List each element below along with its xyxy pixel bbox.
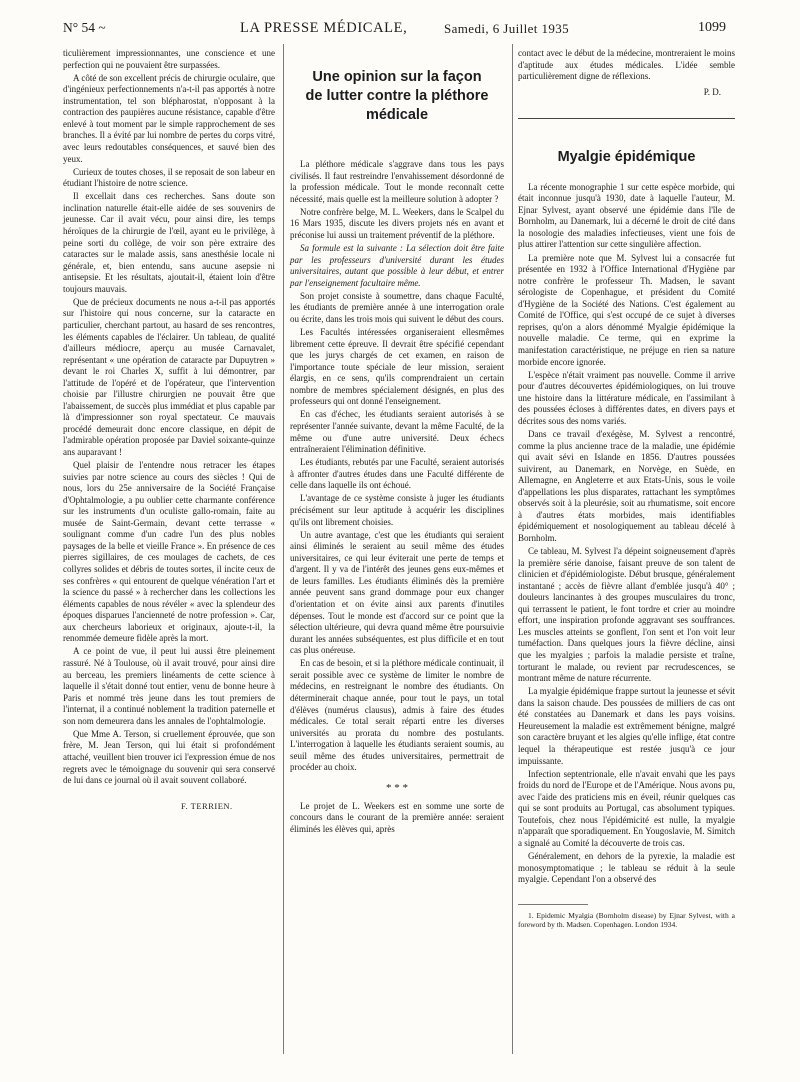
paragraph: Il excellait dans ces recherches. Sans doute son inclination naturelle était-elle aidée de ses souvenirs de jeunesse. Car il avait vécu, pour ainsi dire, les temps héroïques de la chirurgie de l'œil, ayant eu le privilège, à peine sorti du collège, de voir son père extraire des cataractes sur le malade assis, sans anesthésie locale ni générale, et, bien entendu, sans aucune asepsie ni antisepsie. Et les résultats, ajoutait-il, étaient loin d'être toujours mauvais. <box>63 191 275 294</box>
paragraph: Que Mme A. Terson, si cruellement éprouvée, que son frère, M. Jean Terson, qui lui était si profondément attaché, veuillent bien trouver ici l'expression émue de nos regrets avec le témoignage du souvenir qui sera conservé de lui dans ce journal où il avait souvent collaboré. <box>63 728 275 786</box>
issue-date: Samedi, 6 Juillet 1935 <box>444 21 570 36</box>
section-stars: * * * <box>386 781 408 794</box>
paragraph: Notre confrère belge, M. L. Weekers, dans le Scalpel du 16 Mars 1935, discute les divers projets nés en avant et préconise lui aussi un traitement préventif de la pléthore. <box>290 206 504 240</box>
paragraph: Généralement, en dehors de la pyrexie, la maladie est monosymptomatique ; le tableau se réduit à la seule myalgie. Cependant l'on a observé des <box>518 851 735 885</box>
footnote: 1. Epidemic Myalgia (Bornholm disease) by Ejnar Sylvest, with a foreword by th. Madsen. Copenhagen. London 1934. <box>518 910 735 930</box>
paragraph: ticulièrement impressionnantes, une conscience et une perfection qui ne pouvaient être surpassées. <box>63 48 275 70</box>
paragraph: La pléthore médicale s'aggrave dans tous les pays civilisés. Il faut restreindre l'envahissement désordonné de la profession médicale. Tout le monde reconnaît cette nécessité, mais quelle est la meilleure solution à adopter ? <box>290 159 504 204</box>
paragraph: L'espèce n'était vraiment pas nouvelle. Comme il arrive pour d'autres découvertes épidémiologiques, on lui trouve une histoire dans la littérature médicale, en l'assimilant à des poussées écloses à différentes dates, en divers pays et décrites sous des noms variés. <box>518 369 735 426</box>
paragraph: Les étudiants, rebutés par une Faculté, seraient autorisés à affronter d'autres études dans une Faculté différente de celle dans laquelle ils ont échoué. <box>290 457 504 491</box>
paragraph: Que de précieux documents ne nous a-t-il pas apportés sur l'histoire qui nous concerne, sur la cataracte en particulier, cherchant partout, au hasard de ses rencontres, les éléments capables de l'éclairer. Un tableau, de qualité d'ailleurs médiocre, aperçu au musée Carnavalet, représentant « une opération de cataracte par Dupuytren » devant le roi Charles X, suffit à lui démontrer, par l'attitude de l'opéré et de l'opérateur, que l'intervention choisie par l'illustre chirurgien ne pouvait être que l'abaissement, de succès plus immédiat et plus capable par là d'impressionner son royal spectateur. Ce mauvais procédé demeurait donc encore classique, en dépit de l'admirable opération proposée par Daviel soixante-quinze ans auparavant ! <box>63 296 275 457</box>
paragraph: Le projet de L. Weekers est en somme une sorte de concours dans le courant de la première année: seraient éliminés les élèves qui, après <box>290 800 504 834</box>
footnote-divider <box>518 904 588 905</box>
paragraph: Infection septentrionale, elle n'avait envahi que les pays froids du nord de l'Europe et de l'Amérique. Nous avons pu, avec l'aide des praticiens mis en éveil, réunir quelques cas qui se sont produits au Portugal, cas absolument typiques. Toutefois, chez nous l'épidémicité est nulle, la myalgie n'apparaît que sporadiquement. En Yougoslavie, M. Simitch a signalé au Comité la découverte de trois cas. <box>518 768 735 848</box>
heading-line: médicale <box>365 107 429 123</box>
paragraph: Son projet consiste à soumettre, dans chaque Faculté, les étudiants de première année à une interrogation orale ou écrite, dans les trois mois qui suivent le début des cours. <box>290 290 504 324</box>
paragraph: L'avantage de ce système consiste à juger les étudiants précisément sur leur aptitude à acquérir les disciplines qu'ils ont librement choisies. <box>290 493 504 527</box>
column-2 <box>290 46 504 837</box>
paragraph: En cas de besoin, et si la pléthore médicale continuait, il serait possible avec ce système de limiter le nombre de médecins, en restreignant le nombre des étudiants. On déterminerait chaque année, pour tout le pays, un total d'élèves (numérus clausus), admis à faire des études médicales. Ce total serait réparti entre les diverses universités au prorata du nombre des postulants. L'interrogation à laquelle les étudiants seraient soumis, au seuil même des études universitaires, permettrait de procéder au choix. <box>290 658 504 773</box>
paragraph: La récente monographie 1 sur cette espèce morbide, qui était inconnue jusqu'à 1930, date à laquelle l'auteur, M. Ejnar Sylvest, ayant observé une épidémie dans l'île de Bornholm, au Danemark, lui a décerné le droit de cité dans la nosologie des maladies infectieuses, vient une fois de plus attirer l'attention sur cette singulière affection. <box>518 181 735 250</box>
paragraph: Dans ce travail d'exégèse, M. Sylvest a rencontré, comme la plus ancienne trace de la maladie, une épidémie qui avait sévi en Islande en 1856. D'autres poussées suivirent, au Danemark, en Norvège, en Suède, en Allemagne, en Angleterre et aux Etats-Unis, sous le voile d'appellations les plus disparates, rattachant les symptômes observés soit à la pleurésie, soit au rhumatisme, soit encore à d'autres états morbides, mais identifiables épidémiquement et nosologiquement au tableau décelé à Bornholm. <box>518 429 735 543</box>
heading-line: Une opinion sur la façon <box>312 69 482 85</box>
section-divider <box>518 118 735 119</box>
heading-line: de lutter contre la pléthore <box>305 88 489 104</box>
journal-title: LA PRESSE MÉDICALE, <box>240 20 408 36</box>
paragraph: Curieux de toutes choses, il se reposait de son labeur en étudiant l'histoire de notre science. <box>63 166 275 189</box>
page-number: 1099 <box>698 20 726 35</box>
paragraph: Sa formule est la suivante : La sélection doit être faite par les professeurs d'université durant les études universitaires, autant que possible à leur début, et entrer par l'enseignement facultaire même. <box>290 243 504 288</box>
article-heading: Myalgie épidémique <box>557 149 696 166</box>
paragraph: A ce point de vue, il peut lui aussi être pleinement rassuré. Né à Toulouse, où il avait trouvé, pour ainsi dire au berceau, les premiers linéaments de cette science à laquelle il s'était donné tout entier, venu de bonne heure à Paris et nommé très jeune dans les tout premiers de l'internat, il a continué noblement la tradition paternelle et son nom demeurera dans les annales de l'ophtalmologie. <box>63 646 275 726</box>
column-1 <box>63 48 275 812</box>
paragraph: A côté de son excellent précis de chirurgie oculaire, que d'ingénieux perfectionnements n'a-t-il pas apportés à notre instrumentation, tel son blépharostat, n'opposant à la contraction des paupières aucune résistance, capable d'être enlevé à tout moment par le simple rapprochement de ses branches. Il a évité par lui nombre de pertes du corps vitré, avec leurs redoutables conséquences, et sauvé bien des yeux. <box>63 72 275 164</box>
issue-number: N° 54 ~ <box>63 20 106 35</box>
column-3 <box>518 48 735 931</box>
page-header <box>0 0 800 38</box>
article-signature: P. D. <box>703 86 721 97</box>
paragraph: La myalgie épidémique frappe surtout la jeunesse et sévit dans la saison chaude. Des poussées de milliers de cas ont été constatées au Danemark et dans les pays voisins. Heureusement la maladie est extrêmement bénigne, malgré son caractère bruyant et les algies qu'elle inflige, état contre lequel la thérapeutique est restée jusqu'à ce jour impuissante. <box>518 686 735 766</box>
article-heading <box>290 68 504 125</box>
article-signature: F. TERRIEN. <box>181 800 233 811</box>
paragraph: Quel plaisir de l'entendre nous retracer les étapes suivies par notre science au cours des siècles ! Qui de nous, lors du 25e anniversaire de la Société Française d'Ophtalmologie, a pu oublier cette charmante conférence sur les instruments d'un oculiste gallo-romain, faite au musée de Saint-Germain, devant cette terrasse « soulignant comme d'un cadre l'un des plus nobles paysages de la belle et vieille France ». En présence de ces pierres sigillaires, de ces moulages de cachets, de ces collyres solides et débris de toutes sortes, il incite ceux de ses confrères « qui entourent de quelque vénération l'art et la science du passé » à rechercher dans les collections les éléments capables de nous révéler « avec la splendeur des époques disparues l'ancienneté de notre profession ». Car, aux chercheurs laborieux et originaux, ajoute-t-il, la renommée demeure fidèle après la mort. <box>63 460 275 644</box>
paragraph: contact avec le début de la médecine, montreraient le moins d'aptitude aux études médicales. L'idée semble particulièrement digne de réflexions. <box>518 48 735 82</box>
paragraph: Ce tableau, M. Sylvest l'a dépeint soigneusement d'après la première série danoise, faisant preuve de son talent de clinicien et d'épidémiologiste. Début brusque, généralement instantané ; accès de fièvre allant d'emblée jusqu'à 40° ; douleurs lancinantes à des groupes musculaires du tronc, qui terrassent le patient, le font tordre et crier au moindre effort, une inspiration profonde aggravant ses souffrances. Les muscles atteints se gonflent, l'on sent et l'on voit leur tuméfaction. Dans quelques jours la fièvre décline, ainsi que les myalgies ; parfois la maladie persiste et traîne, torturant le malade, ou revient par recrudescences, se montrant même de nature récurrente. <box>518 546 735 684</box>
paragraph: Les Facultés intéressées organiseraient ellesmêmes librement cette épreuve. Il devrait être spécifié cependant que les jurys chargés de cet examen, en raison de l'importance toute spéciale de leur mission, seraient élargis, en ce sens, qu'ils comprendraient un certain nombre de membres spécialement désignés, en plus des professeurs qui ont donné l'enseignement. <box>290 327 504 407</box>
paragraph: Un autre avantage, c'est que les étudiants qui seraient ainsi éliminés le seraient au seuil même des études universitaires, ce qui leur éviterait une perte de temps et d'argent. Il y va de l'intérêt des jeunes gens eux-mêmes et de leurs familles. Les étudiants éliminés dès la première année peuvent sans grand dommage pour eux changer d'orientation et on évite ainsi aux parents d'inutiles dépenses. Tout le monde est d'accord sur ce point que la sélection ultérieure, qui devra quand même être poursuivie durant les années subséquentes, est plus difficile et en tout cas plus onéreuse. <box>290 529 504 656</box>
paragraph: En cas d'échec, les étudiants seraient autorisés à se représenter l'année suivante, devant la même Faculté, de la même ou d'une autre université. Deux échecs entraîneraient l'élimination définitive. <box>290 409 504 455</box>
paragraph: La première note que M. Sylvest lui a consacrée fut présentée en 1932 à l'Office International d'Hygiène par notre confrère le professeur Th. Madsen, le savant sérologiste de Copenhague, et président du Comité d'Hygiène de la Société des Nations. C'est également au Comité de l'Office, qui s'est occupé de ce sujet à diverses reprises, qu'on a alors dénommé Myalgie épidémique la nouvelle maladie. Ce terme, qui en exprime la manifestation caractéristique, ne préjuge en rien sa nature morbide encore ignorée. <box>518 252 735 367</box>
